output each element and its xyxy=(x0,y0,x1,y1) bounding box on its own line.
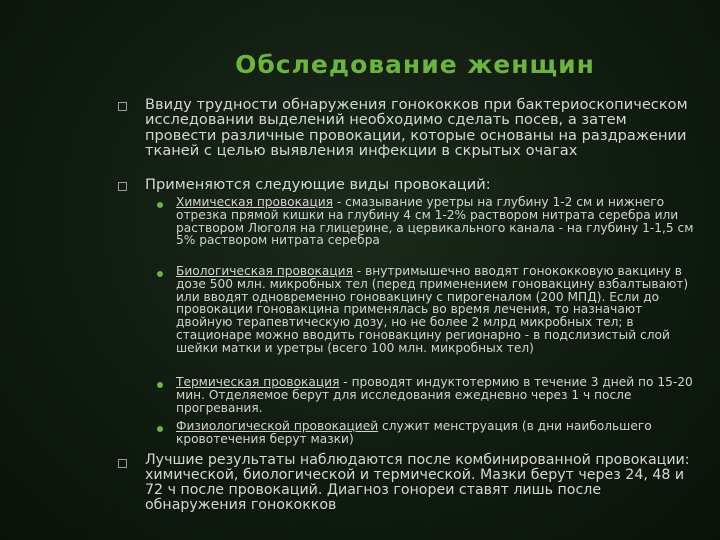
bullet-text: Ввиду трудности обнаружения гонококков при бактериоскопическом исследовании выделений необходимо сделать посев, а затем провести различные провокации, которые основаны на раздражении тканей с целью выявления инфекции в скрытых очагах xyxy=(145,96,688,160)
square-bullet-icon xyxy=(118,182,127,191)
sub-bullet-text xyxy=(176,265,696,355)
sub-bullet-term: Химическая провокация xyxy=(176,195,333,209)
sub-bullet-text xyxy=(176,196,696,247)
round-bullet-icon xyxy=(157,426,163,432)
bullet-text: Применяются следующие виды провокаций: xyxy=(145,176,491,193)
sub-bullet-body: служит менструация (в дни наибольшего кровотечения берут мазки) xyxy=(176,419,652,446)
sub-bullet-text xyxy=(176,420,696,446)
round-bullet-icon xyxy=(157,271,163,277)
round-bullet-icon xyxy=(157,382,163,388)
bullet-text: Лучшие результаты наблюдаются после комбинированной провокации: химической, биологической и термической. Мазки берут через 24, 48 и 72 ч после провокаций. Диагноз гонореи ставят лишь после обнаружения гонококков xyxy=(145,452,690,513)
sub-bullet-term: Термическая провокация xyxy=(176,375,340,389)
slide-title: Обследование женщин xyxy=(235,50,595,79)
sub-bullet-body: - смазывание уретры на глубину 1-2 см и нижнего отрезка прямой кишки на глубину 4 см 1-2% раствором нитрата серебра или раствором Люголя на глицерине, а цервикального канала - на глубину 1-1,5 см 5% раствором нитрата серебра xyxy=(176,195,694,248)
sub-bullet-body: - внутримышечно вводят гонококковую вакцину в дозе 500 млн. микробных тел (перед применением гоновакцину взбалтывают) или вводят одновременно гоновакцину с пирогеналом (200 МПД). Если до провокации гоновакцина применялась во время лечения, то назначают двойную терапевтическую дозу, но не более 2 млрд микробных тел; в стационаре можно вводить гоновакцину регионарно - в подслизистый слой шейки матки и уретры (всего 100 млн. микробных тел) xyxy=(176,264,689,355)
sub-bullet-body: - проводят индуктотермию в течение 3 дней по 15-20 мин. Отделяемое берут для исследования ежедневно через 1 ч после прогревания. xyxy=(176,375,693,415)
sub-bullet-term: Физиологической провокацией xyxy=(176,419,379,433)
sub-bullet-text xyxy=(176,376,696,414)
sub-bullet-term: Биологическая провокация xyxy=(176,264,353,278)
square-bullet-icon xyxy=(118,459,127,468)
square-bullet-icon xyxy=(118,102,127,111)
round-bullet-icon xyxy=(157,202,163,208)
